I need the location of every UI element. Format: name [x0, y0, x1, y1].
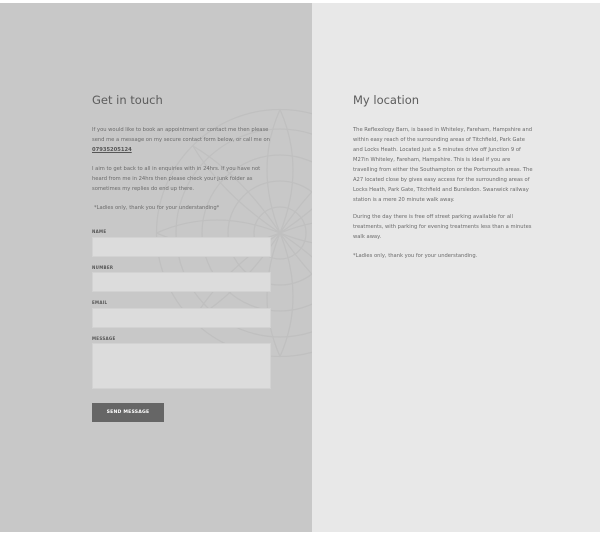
contact-intro-text: [92, 125, 274, 155]
contact-response-text: I aim to get back to all in enquiries with in 24hrs. If you have not heard from me in 24hrs then please check your junk folder as sometimes my replies do end up there.: [92, 166, 261, 192]
name-label: NAME: [92, 229, 107, 234]
message-label: MESSAGE: [92, 336, 116, 341]
contact-ladies-note: *Ladies only, thank you for your understanding*: [94, 205, 220, 211]
message-textarea[interactable]: [92, 343, 271, 389]
email-input[interactable]: [92, 308, 271, 328]
contact-intro-body: If you would like to book an appointment or contact me then please send me a message on my secure contact form below, or call me on: [92, 127, 270, 143]
name-input[interactable]: [92, 237, 271, 257]
parking-info: During the day there is free off street parking available for all treatments, with parking for evening treatments less than a minutes walk away.: [353, 214, 532, 240]
email-label: EMAIL: [92, 300, 108, 305]
phone-link[interactable]: 07935205124: [92, 147, 132, 153]
location-section: [312, 3, 600, 532]
contact-section: [0, 3, 312, 532]
send-message-button[interactable]: SEND MESSAGE: [92, 403, 164, 422]
number-label: NUMBER: [92, 265, 114, 270]
contact-title: Get in touch: [92, 93, 163, 107]
location-description: The Reflexology Barn, is based in Whiteley, Fareham, Hampshire and within easy reach of the surrounding areas of Titchfield, Park Gate and Locks Heath. Located just a 5 minutes drive off Junction 9 of M27in Whiteley, Fareham, Hampshire. This is ideal if you are travelling from either the Southampton or the Portsmouth areas. The A27 located close by gives easy access for the surrounding areas of Locks Heath, Park Gate, Titchfield and Bursledon. Swanwick railway station is a mere 20 minute walk away.: [353, 127, 533, 203]
number-input[interactable]: [92, 272, 271, 292]
location-title: My location: [353, 93, 420, 107]
location-ladies-note: *Ladies only, thank you for your understanding.: [353, 253, 478, 259]
